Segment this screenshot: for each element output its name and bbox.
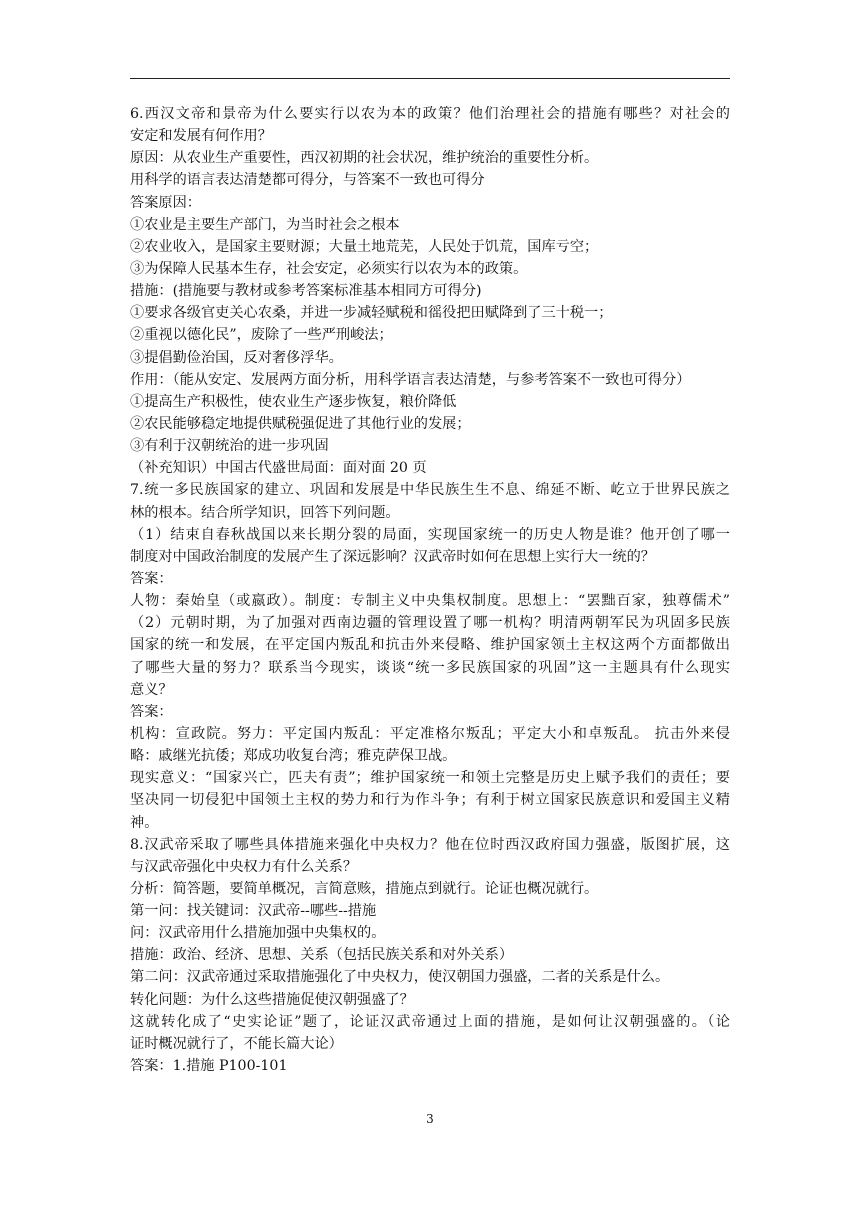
text-line: 答案原因： — [130, 194, 201, 211]
text-line: （1）结束自春秋战国以来长期分裂的局面，实现国家统一的历史人物是谁？他开创了哪一 — [130, 526, 730, 543]
text-line: 神。 — [130, 814, 159, 831]
text-line: 答案： — [130, 703, 173, 720]
text-line: 答案： — [130, 570, 173, 587]
text-line: 这就转化成了“史实论证”题了，论证汉武帝通过上面的措施，是如何让汉朝强盛的。（论 — [130, 1013, 730, 1030]
text-line: 6.西汉文帝和景帝为什么要实行以农为本的政策？他们治理社会的措施有哪些？对社会的 — [130, 106, 730, 122]
text-line: 问：汉武帝用什么措施加强中央集权的。 — [130, 925, 386, 942]
text-line: ②农民能够稳定地提供赋税强促进了其他行业的发展； — [130, 415, 471, 432]
text-line: ③有利于汉朝统治的进一步巩固 — [130, 438, 329, 455]
header-rule — [130, 78, 730, 79]
page-number: 3 — [426, 1112, 434, 1126]
text-line: ③为保障人民基本生存，社会安定，必须实行以农为本的政策。 — [130, 260, 528, 277]
text-line: 作用：（能从安定、发展两方面分析，用科学语言表达清楚，与参考答案不一致也可得分） — [130, 371, 691, 388]
text-line: 制度对中国政治制度的发展产生了深远影响？汉武帝时如何在思想上实行大一统的？ — [130, 548, 655, 565]
text-line: 原因：从农业生产重要性，西汉初期的社会状况，维护统治的重要性分析。 — [130, 150, 599, 167]
text-line: 证时概况就行了，不能长篇大论） — [130, 1035, 343, 1052]
text-line: 第一问：找关键词：汉武帝--哪些--措施 — [130, 903, 377, 920]
text-line: 机构：宣政院。努力：平定国内叛乱：平定准格尔叛乱；平定大小和卓叛乱。 抗击外来侵 — [130, 725, 730, 742]
text-line: ③提倡勤俭治国，反对奢侈浮华。 — [130, 349, 343, 366]
text-line: 坚决同一切侵犯中国领土主权的势力和行为作斗争；有利于树立国家民族意识和爱国主义精 — [130, 792, 730, 809]
text-line: 与汉武帝强化中央权力有什么关系？ — [130, 858, 358, 875]
text-line: 分析：简答题，要简单概况，言简意赅，措施点到就行。论证也概况就行。 — [130, 880, 599, 897]
text-line: 用科学的语言表达清楚都可得分，与答案不一致也可得分 — [130, 172, 485, 189]
text-line: ②重视以德化民”，废除了一些严刑峻法； — [130, 327, 393, 344]
text-line: ①提高生产积极性，使农业生产逐步恢复，粮价降低 — [130, 393, 457, 410]
text-line: 转化问题：为什么这些措施促使汉朝强盛了？ — [130, 991, 414, 1008]
text-line: 林的根本。结合所学知识，回答下列问题。 — [130, 504, 400, 521]
text-line: （2）元朝时期，为了加强对西南边疆的管理设置了哪一机构？明清两朝军民为巩固多民族 — [130, 615, 730, 632]
text-line: ①农业是主要生产部门，为当时社会之根本 — [130, 216, 400, 233]
text-line: 答案：1.措施 P100-101 — [130, 1058, 288, 1075]
text-line: 措施：政治、经济、思想、关系（包括民族关系和对外关系） — [130, 947, 514, 964]
text-line: 国家的统一和发展，在平定国内叛乱和抗击外来侵略、维护国家领土主权这两个方面都做出 — [130, 637, 730, 654]
text-line: 略：戚继光抗倭；郑成功收复台湾；雅克萨保卫战。 — [130, 748, 457, 765]
document-body — [130, 103, 730, 1077]
text-line: 意义？ — [130, 681, 173, 698]
text-line: （补充知识）中国古代盛世局面：面对面 20 页 — [130, 460, 427, 477]
text-line: 了哪些大量的努力？联系当今现实，谈谈“统一多民族国家的巩固”这一主题具有什么现实 — [130, 659, 730, 676]
text-line: 现实意义：“国家兴亡，匹夫有责”；维护国家统一和领土完整是历史上赋予我们的责任；要 — [130, 770, 730, 787]
text-line: 人物：秦始皇（或嬴政）。制度：专制主义中央集权制度。思想上：“罢黜百家，独尊儒术” — [130, 593, 730, 610]
text-line: ①要求各级官吏关心农桑，并进一步减轻赋税和徭役把田赋降到了三十税一； — [130, 305, 613, 322]
text-line: 安定和发展有何作用？ — [130, 128, 272, 145]
text-line: 8.汉武帝采取了哪些具体措施来强化中央权力？他在位时西汉政府国力强盛，版图扩展，这 — [130, 836, 730, 853]
text-line: 措施：(措施要与教材或参考答案标准基本相同方可得分) — [130, 283, 482, 300]
text-line: ②农业收入，是国家主要财源；大量土地荒芜，人民处于饥荒，国库亏空； — [130, 238, 599, 255]
text-line: 第二问：汉武帝通过采取措施强化了中央权力，使汉朝国力强盛，二者的关系是什么。 — [130, 969, 670, 986]
text-line: 7.统一多民族国家的建立、巩固和发展是中华民族生生不息、绵延不断、屹立于世界民族之 — [130, 482, 730, 499]
